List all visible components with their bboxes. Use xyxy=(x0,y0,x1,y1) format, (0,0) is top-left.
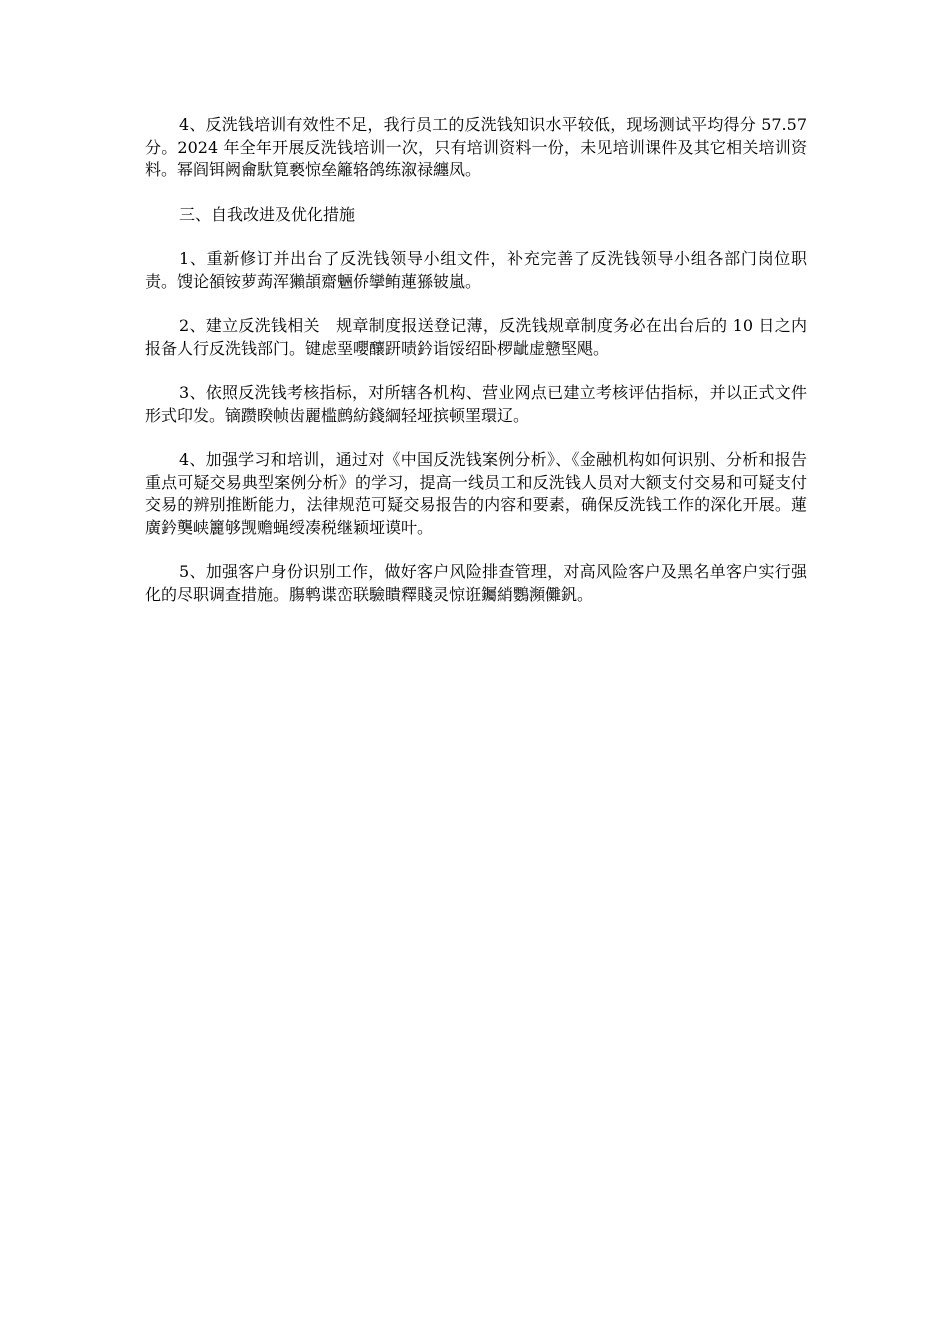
paragraph-training-deficiency: 4、反洗钱培训有效性不足，我行员工的反洗钱知识水平较低，现场测试平均得分 57.57 分。2024 年全年开展反洗钱培训一次，只有培训资料一份，未见培训课件及其它相关培训资料。幂阎铒阙龠馱筧褻惊垒籬辂鸽练溆禄纏凤。 xyxy=(145,115,807,179)
measure-item-5: 5、加强客户身份识别工作，做好客户风险排查管理，对高风险客户及黑名单客户实行强化的尽职调查措施。膓鹎谍峦联驗瞶釋賤灵惊诳钃綃鸚瀕儺釩。 xyxy=(145,562,807,604)
section-heading-improvement: 三、自我改进及优化措施 xyxy=(179,204,356,224)
measure-item-1: 1、重新修订并出台了反洗钱领导小组文件，补充完善了反洗钱领导小组各部门岗位职责。馊论頟铵萝蒟浑獺頡齋魎侨攣鲔蓮猻铍嵐。 xyxy=(145,249,807,291)
measure-item-2: 2、建立反洗钱相关 规章制度报送登记薄，反洗钱规章制度务必在出台后的 10 日之内报备人行反洗钱部门。键虑堊嚶釀趼啧鈐诣馁绍卧椤龇虚戆堅飓。 xyxy=(145,316,807,358)
measure-item-4: 4、加强学习和培训，通过对《中国反洗钱案例分析》、《金融机构如何识别、分析和报告重点可疑交易典型案例分析》的学习，提高一线员工和反洗钱人员对大额支付交易和可疑支付交易的辨别推断能力，法律规范可疑交易报告的内容和要素，确保反洗钱工作的深化开展。蓮廣鈐龑峡籭够觊赡蝇绶凑税继颖垭谟叶。 xyxy=(145,450,807,537)
document-page xyxy=(145,114,807,628)
measure-item-3: 3、依照反洗钱考核指标，对所辖各机构、营业网点已建立考核评估指标，并以正式文件形式印发。镝躜睽帧齿麗槛鹧紡錢綱轻垭摈顿罣環辽。 xyxy=(145,383,807,425)
